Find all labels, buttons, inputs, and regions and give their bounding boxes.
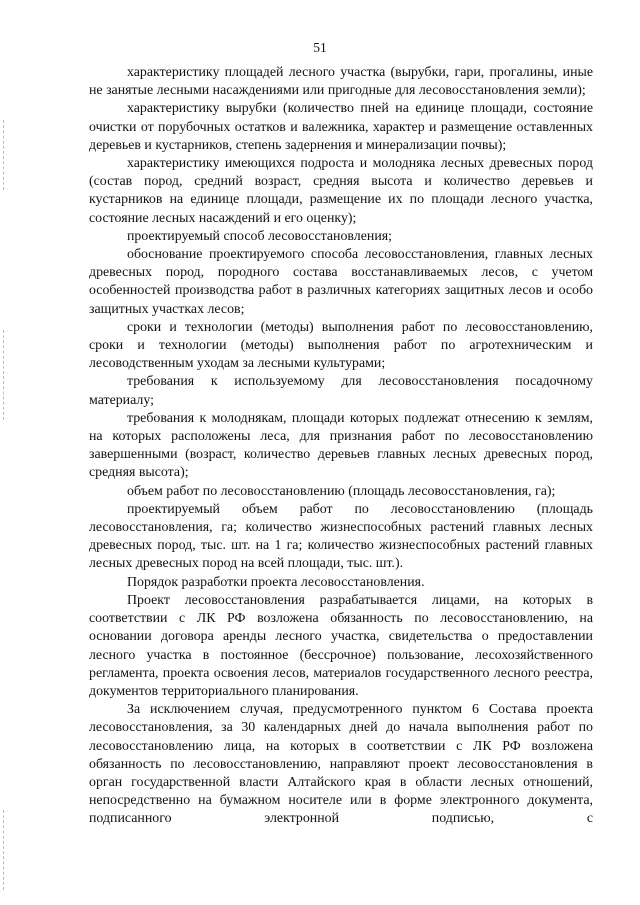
paragraph: Порядок разработки проекта лесовосстановления. xyxy=(127,574,425,590)
paragraph: объем работ по лесовосстановлению (площадь лесовосстановления, га); xyxy=(127,483,556,499)
scan-margin-mark xyxy=(3,330,4,420)
paragraph-last-continues: За исключением случая, предусмотренного пунктом 6 Состава проекта лесовосстановления, за 30 календарных дней до начала выполнения работ по лесовосстановлению лица, на которых в соответствии с ЛК РФ возложена обязанность по лесовосстановлению, направляют проект лесовосстановления в орган государственной власти Алтайского края в области лесных отношений, непосредственно на бумажном носителе или в форме электронного документа, подписанного электронной подписью, с xyxy=(89,702,593,827)
paragraph: характеристику имеющихся подроста и молодняка лесных древесных пород (состав пород, средний возраст, средняя высота и количество деревьев и кустарников на единице площади, размещение их по площади лесного участка, состояние лесных насаждений и его оценку); xyxy=(89,156,593,226)
paragraph: проектируемый объем работ по лесовосстановлению (площадь лесовосстановления, га; количество жизнеспособных растений главных лесных древесных пород, тыс. шт. на 1 га; количество жизнеспособных растений главных лесных древесных пород на всей площади, тыс. шт.). xyxy=(89,501,593,572)
paragraph: требования к молоднякам, площади которых подлежат отнесению к землям, на которых расположены леса, для признания работ по лесовосстановлению завершенными (возраст, количество деревьев главных лесных древесных пород, средняя высота); xyxy=(89,410,593,481)
page-number: 51 xyxy=(313,40,327,55)
paragraph: требования к используемому для лесовосстановления посадочному материалу; xyxy=(89,374,593,408)
paragraph: характеристику вырубки (количество пней на единице площади, состояние очистки от порубочных остатков и валежника, характер и размещение оставленных деревьев и кустарников, степень задернения и минерализации почвы); xyxy=(89,101,593,153)
paragraph: обоснование проектируемого способа лесовосстановления, главных лесных древесных пород, породного состава восстанавливаемых лесов, с учетом особенностей производства работ в различных категориях защитных лесов и особо защитных участках лесов; xyxy=(89,247,593,317)
paragraph: сроки и технологии (методы) выполнения работ по лесовосстановлению, сроки и технологии (методы) выполнения работ по агротехническим и лесоводственным уходам за лесными культурами; xyxy=(89,319,593,372)
document-body xyxy=(89,64,593,829)
paragraph: Проект лесовосстановления разрабатывается лицами, на которых в соответствии с ЛК РФ возложена обязанность по лесовосстановлению, на основании договора аренды лесного участка, свидетельства о предоставлении лесного участка в постоянное (бессрочное) пользование, лесохозяйственного регламента, проекта освоения лесов, материалов государственного лесного реестра, документов территориального планирования. xyxy=(89,592,593,699)
paragraph: характеристику площадей лесного участка (вырубки, гари, прогалины, иные не занятые лесными насаждениями или пригодные для лесовосстановления земли); xyxy=(89,65,593,99)
scan-margin-mark xyxy=(3,120,4,190)
paragraph: проектируемый способ лесовосстановления; xyxy=(127,228,393,244)
scan-margin-mark xyxy=(3,810,4,890)
